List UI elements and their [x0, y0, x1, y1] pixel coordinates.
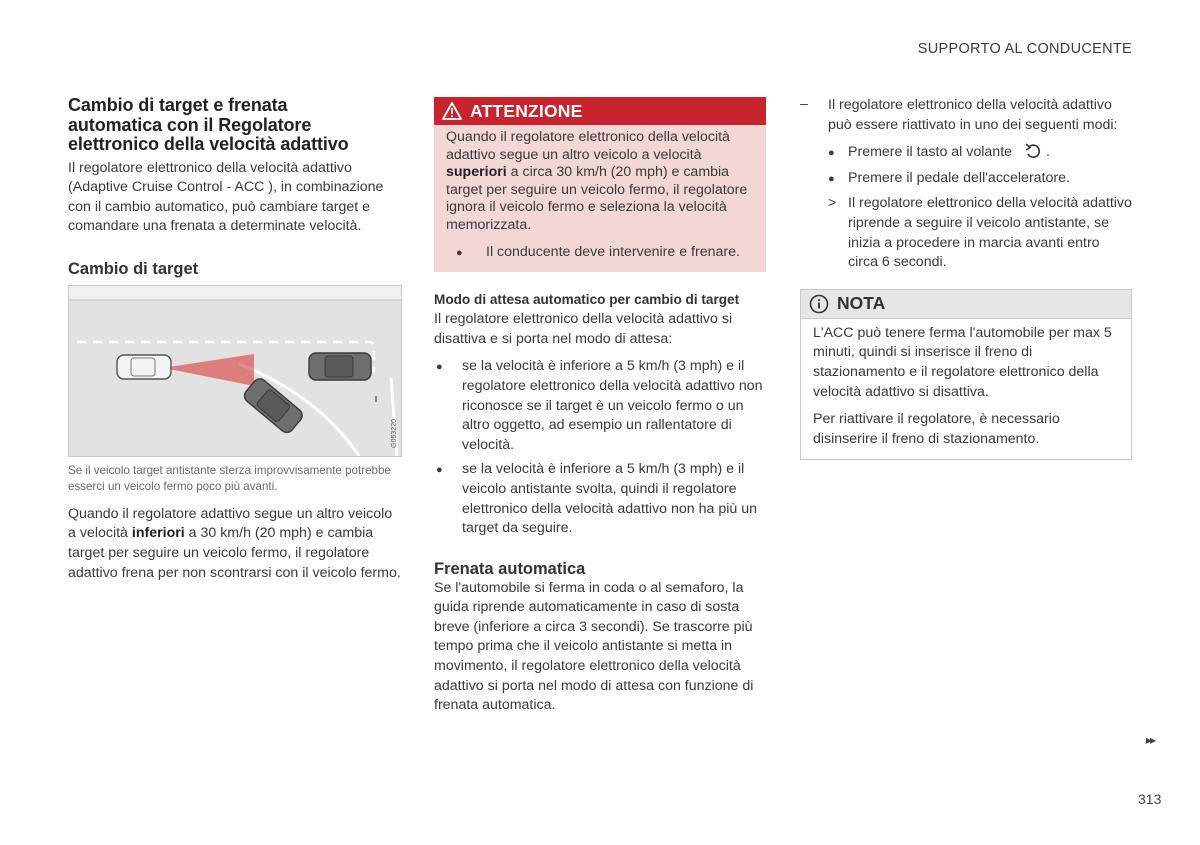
warning-title: ATTENZIONE — [470, 100, 583, 121]
section-title: Cambio di target e frenata automatica con il Regolatore elettronico della velocità adattivo — [68, 95, 349, 154]
low-speed-paragraph: Quando il regolatore adattivo segue un altro veicolo a velocità inferiori a 30 km/h (20 mph) e cambia target per seguire un veicolo fermo, il regolatore adattivo frena per non scontrarsi con il veicolo fermo. — [68, 505, 401, 581]
warning-triangle-icon — [442, 102, 462, 120]
standby-intro: Il regolatore elettronico della velocità adattivo si disattiva e si porta nel modo di attesa: — [434, 311, 733, 347]
warning-bullets — [446, 243, 754, 263]
reactivation-steps — [800, 96, 1132, 273]
note-body — [801, 319, 1131, 460]
step-intro: – Il regolatore elettronico della velocità adattivo può essere riattivato in uno dei seguenti modi: — [800, 96, 1118, 133]
list-item: ● se la velocità è inferiore a 5 km/h (3 mph) e il regolatore elettronico della velocità adattivo non riconosce se il target è un veicolo fermo o un altro oggetto, ad esempio un rallentatore di velocità. — [436, 358, 763, 453]
stopped-car — [309, 353, 371, 380]
note-box — [800, 289, 1132, 461]
list-item: ● Premere il pedale dell'acceleratore. — [828, 169, 1070, 186]
target-change-illustration — [68, 285, 402, 457]
intro-paragraph: Il regolatore elettronico della velocità adattivo (Adaptive Cruise Control - ACC ), in combinazione con il cambio automatico, può cambiare target e comandare una frenata a determinate velocità. — [68, 159, 384, 235]
note-paragraph: L'ACC può tenere ferma l'automobile per max 5 minuti, quindi si inserisce il freno di stazionamento e il regolatore elettronico della velocità adattivo si disattiva. — [813, 324, 1112, 400]
note-header — [801, 290, 1131, 319]
info-icon — [809, 294, 829, 314]
section-header: SUPPORTO AL CONDUCENTE — [917, 41, 1132, 57]
list-item: ● Premere il tasto al volante . — [828, 144, 1050, 161]
column-left — [68, 96, 402, 583]
standby-bullets — [434, 357, 766, 538]
note-title: NOTA — [837, 293, 886, 314]
column-right — [800, 96, 1132, 460]
warning-text: Quando il regolatore elettronico della velocità adattivo segue un altro veicolo a velocità superiori a circa 30 km/h (20 mph) e cambia target per seguire un veicolo fermo, il regolatore ignora il veicolo fermo e seleziona la velocità memorizzata. — [446, 129, 748, 233]
standby-title: Modo di attesa automatico per cambio di target — [434, 292, 740, 308]
figure-code: G053220 — [391, 419, 398, 448]
warning-box — [434, 97, 766, 272]
figure-caption: Se il veicolo target antistante sterza improvvisamente potrebbe esserci un veicolo fermo poco più avanti. — [68, 463, 391, 493]
page-number: 313 — [1138, 791, 1162, 807]
road-diagram — [69, 286, 401, 456]
column-middle — [434, 96, 766, 716]
brake-paragraph: Se l'automobile si ferma in coda o al semaforo, la guida riprende automaticamente in caso di sosta breve (inferiore a circa 3 secondi). Se trascorre più tempo prima che il veicolo antistante si metta in movimento, il regolatore elettronico della velocità adattivo si porta nel modo di attesa con funzione di frenata automatica. — [434, 579, 754, 714]
warning-body — [434, 125, 766, 272]
own-car — [117, 355, 171, 379]
warning-header — [434, 97, 766, 125]
resume-arrow-icon — [1024, 143, 1042, 159]
subsection-title: Cambio di target — [68, 259, 199, 278]
continue-arrows-icon: ▸▸ — [1146, 733, 1155, 747]
brake-title: Frenata automatica — [434, 559, 586, 578]
turning-car — [242, 376, 305, 435]
note-paragraph: Per riattivare il regolatore, è necessario disinserire il freno di stazionamento. — [813, 411, 1060, 447]
list-item: ● Il conducente deve intervenire e frenare. — [456, 243, 740, 260]
list-item: ● se la velocità è inferiore a 5 km/h (3 mph) e il veicolo antistante svolta, quindi il regolatore elettronico della velocità adattivo non ha più un target da seguire. — [436, 461, 757, 537]
step-result: > Il regolatore elettronico della velocità adattivo riprende a seguire il veicolo antistante, se inizia a procedere in marcia avanti entro circa 6 secondi. — [828, 195, 1132, 271]
